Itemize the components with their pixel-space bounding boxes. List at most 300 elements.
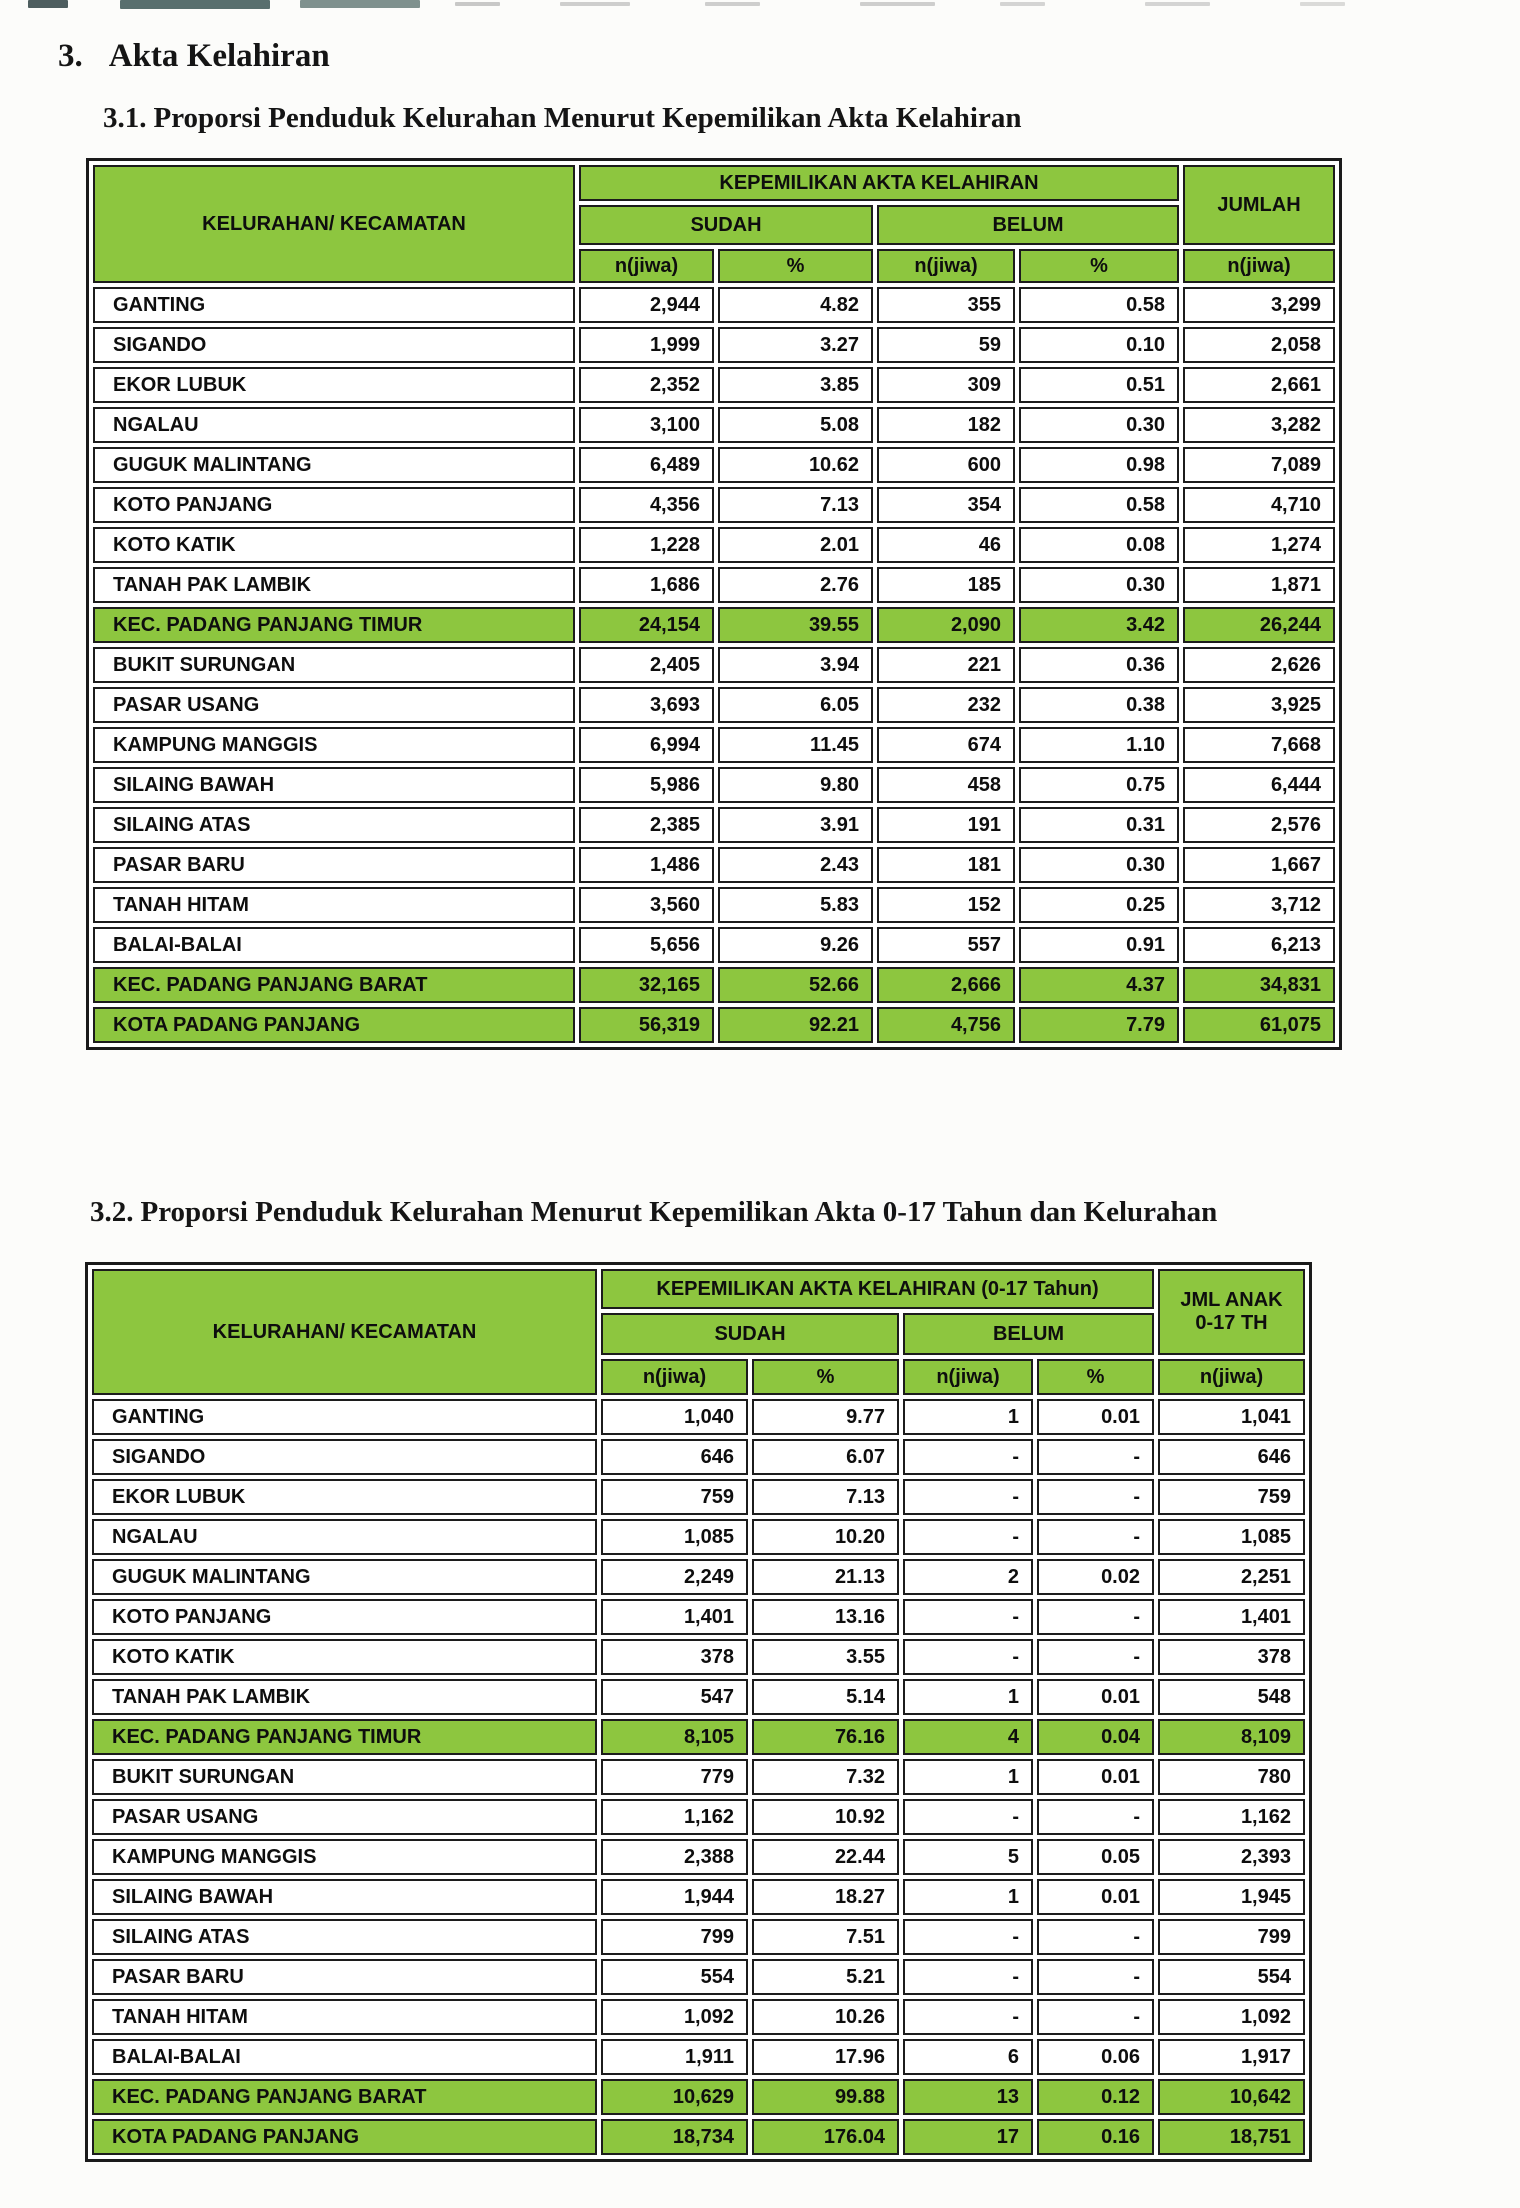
row-label-cell: KEC. PADANG PANJANG BARAT	[92, 2079, 597, 2115]
value-cell: 0.30	[1019, 567, 1179, 603]
value-cell: 1,274	[1183, 527, 1335, 563]
value-cell: -	[903, 1959, 1033, 1995]
data-row	[92, 1999, 1305, 2035]
row-label-cell: BUKIT SURUNGAN	[93, 647, 575, 683]
value-cell: 18.27	[752, 1879, 899, 1915]
value-cell: 3.42	[1019, 607, 1179, 643]
value-cell: 176.04	[752, 2119, 899, 2155]
row-label-cell: SILAING BAWAH	[93, 767, 575, 803]
value-cell: -	[903, 1519, 1033, 1555]
value-cell: 3.85	[718, 367, 873, 403]
value-cell: 0.16	[1037, 2119, 1154, 2155]
value-cell: -	[903, 1599, 1033, 1635]
value-cell: 7.13	[752, 1479, 899, 1515]
value-cell: 780	[1158, 1759, 1305, 1795]
data-row	[93, 487, 1335, 523]
value-cell: 1,401	[601, 1599, 748, 1635]
value-cell: 6.05	[718, 687, 873, 723]
section-title: Akta Kelahiran	[108, 38, 330, 74]
value-cell: 1.10	[1019, 727, 1179, 763]
value-cell: 646	[601, 1439, 748, 1475]
data-row	[92, 1679, 1305, 1715]
row-label-cell: BUKIT SURUNGAN	[92, 1759, 597, 1795]
value-cell: 600	[877, 447, 1015, 483]
value-cell: 2,090	[877, 607, 1015, 643]
value-cell: -	[1037, 1439, 1154, 1475]
value-cell: 354	[877, 487, 1015, 523]
value-cell: 11.45	[718, 727, 873, 763]
value-cell: 2,661	[1183, 367, 1335, 403]
row-label-cell: NGALAU	[92, 1519, 597, 1555]
value-cell: 759	[1158, 1479, 1305, 1515]
col-header-sudah: SUDAH	[579, 205, 873, 245]
total-row	[92, 1719, 1305, 1755]
col-header-belum: BELUM	[903, 1313, 1154, 1355]
data-row	[93, 527, 1335, 563]
scan-artifact	[1145, 2, 1210, 6]
value-cell: 7,089	[1183, 447, 1335, 483]
row-label-cell: PASAR USANG	[93, 687, 575, 723]
value-cell: 21.13	[752, 1559, 899, 1595]
value-cell: 3.27	[718, 327, 873, 363]
row-label-cell: SILAING ATAS	[93, 807, 575, 843]
value-cell: 5.14	[752, 1679, 899, 1715]
value-cell: 458	[877, 767, 1015, 803]
value-cell: 3,925	[1183, 687, 1335, 723]
total-row	[92, 2119, 1305, 2155]
scan-artifact	[28, 0, 68, 8]
data-row	[93, 767, 1335, 803]
value-cell: 6,489	[579, 447, 714, 483]
data-row	[92, 1519, 1305, 1555]
value-cell: 7.51	[752, 1919, 899, 1955]
value-cell: 5.83	[718, 887, 873, 923]
value-cell: 10,629	[601, 2079, 748, 2115]
value-cell: -	[1037, 1799, 1154, 1835]
value-cell: -	[1037, 1599, 1154, 1635]
value-cell: 2,249	[601, 1559, 748, 1595]
value-cell: 5.21	[752, 1959, 899, 1995]
value-cell: 10,642	[1158, 2079, 1305, 2115]
col-header-pct: %	[1037, 1359, 1154, 1395]
value-cell: 24,154	[579, 607, 714, 643]
data-row	[93, 447, 1335, 483]
row-label-cell: GANTING	[93, 287, 575, 323]
row-label-cell: KOTA PADANG PANJANG	[93, 1007, 575, 1043]
value-cell: 378	[601, 1639, 748, 1675]
data-row	[93, 567, 1335, 603]
value-cell: 0.12	[1037, 2079, 1154, 2115]
value-cell: -	[1037, 1999, 1154, 2035]
value-cell: 554	[601, 1959, 748, 1995]
value-cell: 2	[903, 1559, 1033, 1595]
row-label-cell: KEC. PADANG PANJANG TIMUR	[93, 607, 575, 643]
value-cell: 1,401	[1158, 1599, 1305, 1635]
row-label-cell: PASAR BARU	[93, 847, 575, 883]
section-number: 3.	[58, 38, 83, 74]
value-cell: 2,251	[1158, 1559, 1305, 1595]
value-cell: 0.98	[1019, 447, 1179, 483]
value-cell: 674	[877, 727, 1015, 763]
value-cell: 181	[877, 847, 1015, 883]
col-header-pct: %	[1019, 249, 1179, 283]
data-row	[92, 1479, 1305, 1515]
row-label-cell: GUGUK MALINTANG	[92, 1559, 597, 1595]
value-cell: 6,444	[1183, 767, 1335, 803]
col-header-kelurahan: KELURAHAN/ KECAMATAN	[92, 1269, 597, 1395]
data-row	[93, 327, 1335, 363]
table2-heading	[90, 1196, 1217, 1229]
col-header-jml-anak	[1158, 1269, 1305, 1355]
value-cell: 4	[903, 1719, 1033, 1755]
row-label-cell: GANTING	[92, 1399, 597, 1435]
data-row	[92, 1959, 1305, 1995]
value-cell: 1,162	[1158, 1799, 1305, 1835]
row-label-cell: EKOR LUBUK	[93, 367, 575, 403]
col-header-group: KEPEMILIKAN AKTA KELAHIRAN	[579, 165, 1179, 201]
value-cell: 4,756	[877, 1007, 1015, 1043]
row-label-cell: KOTA PADANG PANJANG	[92, 2119, 597, 2155]
row-label-cell: KOTO KATIK	[93, 527, 575, 563]
value-cell: 0.51	[1019, 367, 1179, 403]
value-cell: 3.94	[718, 647, 873, 683]
value-cell: 1,085	[601, 1519, 748, 1555]
col-header-jml-anak-line2: 0-17 TH	[1195, 1312, 1268, 1334]
value-cell: 3,693	[579, 687, 714, 723]
value-cell: 2,666	[877, 967, 1015, 1003]
value-cell: 2,058	[1183, 327, 1335, 363]
value-cell: -	[1037, 1519, 1154, 1555]
scan-artifact	[860, 2, 935, 6]
scan-artifact	[705, 2, 760, 6]
data-row	[93, 687, 1335, 723]
data-row	[92, 1759, 1305, 1795]
value-cell: 5,656	[579, 927, 714, 963]
value-cell: 1,162	[601, 1799, 748, 1835]
value-cell: 0.02	[1037, 1559, 1154, 1595]
data-row	[92, 1559, 1305, 1595]
value-cell: 221	[877, 647, 1015, 683]
value-cell: 1,871	[1183, 567, 1335, 603]
table-akta-0-17	[85, 1262, 1312, 2162]
data-row	[92, 1879, 1305, 1915]
value-cell: 2,944	[579, 287, 714, 323]
value-cell: 0.38	[1019, 687, 1179, 723]
value-cell: 1,945	[1158, 1879, 1305, 1915]
row-label-cell: TANAH HITAM	[93, 887, 575, 923]
col-header-n-jiwa: n(jiwa)	[1158, 1359, 1305, 1395]
value-cell: 0.30	[1019, 847, 1179, 883]
col-header-pct: %	[752, 1359, 899, 1395]
value-cell: -	[903, 1639, 1033, 1675]
scan-artifact	[455, 2, 500, 6]
value-cell: 13	[903, 2079, 1033, 2115]
row-label-cell: SILAING ATAS	[92, 1919, 597, 1955]
value-cell: 56,319	[579, 1007, 714, 1043]
value-cell: 1	[903, 1879, 1033, 1915]
value-cell: 7.79	[1019, 1007, 1179, 1043]
value-cell: 378	[1158, 1639, 1305, 1675]
value-cell: 554	[1158, 1959, 1305, 1995]
value-cell: 76.16	[752, 1719, 899, 1755]
value-cell: 10.26	[752, 1999, 899, 2035]
row-label-cell: KOTO PANJANG	[93, 487, 575, 523]
row-label-cell: SILAING BAWAH	[92, 1879, 597, 1915]
value-cell: 355	[877, 287, 1015, 323]
value-cell: 0.01	[1037, 1679, 1154, 1715]
value-cell: 1,999	[579, 327, 714, 363]
value-cell: 9.77	[752, 1399, 899, 1435]
row-label-cell: KAMPUNG MANGGIS	[92, 1839, 597, 1875]
value-cell: 1,486	[579, 847, 714, 883]
value-cell: 26,244	[1183, 607, 1335, 643]
value-cell: 7.32	[752, 1759, 899, 1795]
value-cell: 646	[1158, 1439, 1305, 1475]
value-cell: 6,213	[1183, 927, 1335, 963]
value-cell: 0.10	[1019, 327, 1179, 363]
col-header-pct: %	[718, 249, 873, 283]
data-row	[93, 727, 1335, 763]
data-row	[92, 1839, 1305, 1875]
value-cell: 1,085	[1158, 1519, 1305, 1555]
value-cell: 3,100	[579, 407, 714, 443]
value-cell: 3.55	[752, 1639, 899, 1675]
row-label-cell: SIGANDO	[93, 327, 575, 363]
value-cell: 799	[601, 1919, 748, 1955]
value-cell: 61,075	[1183, 1007, 1335, 1043]
data-row	[92, 1799, 1305, 1835]
value-cell: 1	[903, 1759, 1033, 1795]
section-heading	[58, 38, 330, 75]
table-akta-kelahiran	[86, 158, 1342, 1050]
value-cell: 0.05	[1037, 1839, 1154, 1875]
total-row	[93, 1007, 1335, 1043]
value-cell: 1,686	[579, 567, 714, 603]
value-cell: 4,356	[579, 487, 714, 523]
table1-heading	[103, 102, 1021, 135]
value-cell: 185	[877, 567, 1015, 603]
col-header-belum: BELUM	[877, 205, 1179, 245]
data-row	[92, 1599, 1305, 1635]
row-label-cell: KOTO PANJANG	[92, 1599, 597, 1635]
value-cell: 4.37	[1019, 967, 1179, 1003]
value-cell: 3,712	[1183, 887, 1335, 923]
value-cell: 0.01	[1037, 1399, 1154, 1435]
scan-artifact	[1000, 2, 1045, 6]
col-header-sudah: SUDAH	[601, 1313, 899, 1355]
value-cell: -	[903, 1999, 1033, 2035]
value-cell: 10.20	[752, 1519, 899, 1555]
value-cell: 0.04	[1037, 1719, 1154, 1755]
value-cell: 0.01	[1037, 1759, 1154, 1795]
value-cell: -	[903, 1439, 1033, 1475]
col-header-n-jiwa: n(jiwa)	[903, 1359, 1033, 1395]
value-cell: -	[1037, 1919, 1154, 1955]
value-cell: 547	[601, 1679, 748, 1715]
row-label-cell: TANAH PAK LAMBIK	[93, 567, 575, 603]
value-cell: 779	[601, 1759, 748, 1795]
data-row	[93, 287, 1335, 323]
col-header-n-jiwa: n(jiwa)	[601, 1359, 748, 1395]
col-header-n-jiwa: n(jiwa)	[579, 249, 714, 283]
scan-artifact	[120, 0, 270, 9]
data-row	[93, 847, 1335, 883]
value-cell: 5.08	[718, 407, 873, 443]
data-row	[93, 887, 1335, 923]
value-cell: 0.36	[1019, 647, 1179, 683]
value-cell: 2,352	[579, 367, 714, 403]
col-header-jumlah: JUMLAH	[1183, 165, 1335, 245]
value-cell: 232	[877, 687, 1015, 723]
table-akta-kelahiran-grid	[89, 161, 1339, 1047]
value-cell: 0.58	[1019, 487, 1179, 523]
value-cell: 557	[877, 927, 1015, 963]
value-cell: 18,734	[601, 2119, 748, 2155]
row-label-cell: KEC. PADANG PANJANG BARAT	[93, 967, 575, 1003]
scan-artifact	[560, 2, 630, 6]
row-label-cell: EKOR LUBUK	[92, 1479, 597, 1515]
value-cell: 8,109	[1158, 1719, 1305, 1755]
value-cell: 1	[903, 1679, 1033, 1715]
value-cell: 10.92	[752, 1799, 899, 1835]
value-cell: 99.88	[752, 2079, 899, 2115]
value-cell: 9.26	[718, 927, 873, 963]
value-cell: 2,388	[601, 1839, 748, 1875]
value-cell: 0.06	[1037, 2039, 1154, 2075]
row-label-cell: KAMPUNG MANGGIS	[93, 727, 575, 763]
value-cell: 9.80	[718, 767, 873, 803]
value-cell: 0.31	[1019, 807, 1179, 843]
col-header-kelurahan: KELURAHAN/ KECAMATAN	[93, 165, 575, 283]
value-cell: 17	[903, 2119, 1033, 2155]
value-cell: 182	[877, 407, 1015, 443]
data-row	[92, 2039, 1305, 2075]
value-cell: 0.58	[1019, 287, 1179, 323]
row-label-cell: KOTO KATIK	[92, 1639, 597, 1675]
value-cell: 0.91	[1019, 927, 1179, 963]
value-cell: 0.25	[1019, 887, 1179, 923]
total-row	[93, 967, 1335, 1003]
row-label-cell: TANAH PAK LAMBIK	[92, 1679, 597, 1715]
value-cell: 4,710	[1183, 487, 1335, 523]
value-cell: 309	[877, 367, 1015, 403]
value-cell: 4.82	[718, 287, 873, 323]
row-label-cell: GUGUK MALINTANG	[93, 447, 575, 483]
value-cell: 2,405	[579, 647, 714, 683]
data-row	[92, 1399, 1305, 1435]
row-label-cell: TANAH HITAM	[92, 1999, 597, 2035]
value-cell: 1,944	[601, 1879, 748, 1915]
value-cell: 10.62	[718, 447, 873, 483]
value-cell: 22.44	[752, 1839, 899, 1875]
value-cell: 2.43	[718, 847, 873, 883]
value-cell: 2,385	[579, 807, 714, 843]
value-cell: 3.91	[718, 807, 873, 843]
value-cell: 32,165	[579, 967, 714, 1003]
col-header-n-jiwa: n(jiwa)	[1183, 249, 1335, 283]
row-label-cell: PASAR USANG	[92, 1799, 597, 1835]
col-header-n-jiwa: n(jiwa)	[877, 249, 1015, 283]
value-cell: 5,986	[579, 767, 714, 803]
value-cell: 1,041	[1158, 1399, 1305, 1435]
value-cell: 13.16	[752, 1599, 899, 1635]
table2-number: 3.2.	[90, 1196, 134, 1228]
data-row	[93, 407, 1335, 443]
row-label-cell: NGALAU	[93, 407, 575, 443]
value-cell: 2,576	[1183, 807, 1335, 843]
value-cell: 0.30	[1019, 407, 1179, 443]
table1-number: 3.1.	[103, 102, 147, 134]
value-cell: 1,092	[601, 1999, 748, 2035]
row-label-cell: BALAI-BALAI	[92, 2039, 597, 2075]
value-cell: 1,040	[601, 1399, 748, 1435]
value-cell: 2.01	[718, 527, 873, 563]
value-cell: 1,667	[1183, 847, 1335, 883]
value-cell: 1,228	[579, 527, 714, 563]
data-row	[92, 1639, 1305, 1675]
row-label-cell: BALAI-BALAI	[93, 927, 575, 963]
value-cell: 59	[877, 327, 1015, 363]
value-cell: 799	[1158, 1919, 1305, 1955]
data-row	[93, 927, 1335, 963]
value-cell: 2,393	[1158, 1839, 1305, 1875]
value-cell: 39.55	[718, 607, 873, 643]
value-cell: 7,668	[1183, 727, 1335, 763]
table-akta-0-17-grid	[88, 1265, 1309, 2159]
value-cell: 1,917	[1158, 2039, 1305, 2075]
value-cell: 7.13	[718, 487, 873, 523]
value-cell: 3,299	[1183, 287, 1335, 323]
value-cell: 3,282	[1183, 407, 1335, 443]
value-cell: 548	[1158, 1679, 1305, 1715]
value-cell: -	[1037, 1639, 1154, 1675]
value-cell: -	[903, 1799, 1033, 1835]
value-cell: 3,560	[579, 887, 714, 923]
total-row	[92, 2079, 1305, 2115]
value-cell: 52.66	[718, 967, 873, 1003]
value-cell: 6	[903, 2039, 1033, 2075]
row-label-cell: SIGANDO	[92, 1439, 597, 1475]
data-row	[93, 367, 1335, 403]
value-cell: 0.08	[1019, 527, 1179, 563]
value-cell: 2,626	[1183, 647, 1335, 683]
value-cell: -	[903, 1479, 1033, 1515]
value-cell: 46	[877, 527, 1015, 563]
row-label-cell: PASAR BARU	[92, 1959, 597, 1995]
value-cell: 18,751	[1158, 2119, 1305, 2155]
table1-title: Proporsi Penduduk Kelurahan Menurut Kepemilikan Akta Kelahiran	[153, 102, 1022, 134]
value-cell: 92.21	[718, 1007, 873, 1043]
value-cell: 5	[903, 1839, 1033, 1875]
scan-artifact	[300, 0, 420, 8]
scan-artifact	[1300, 2, 1345, 6]
row-label-cell: KEC. PADANG PANJANG TIMUR	[92, 1719, 597, 1755]
col-header-group: KEPEMILIKAN AKTA KELAHIRAN (0-17 Tahun)	[601, 1269, 1154, 1309]
data-row	[92, 1439, 1305, 1475]
value-cell: 759	[601, 1479, 748, 1515]
col-header-jml-anak-line1: JML ANAK	[1180, 1289, 1283, 1311]
data-row	[93, 647, 1335, 683]
value-cell: 0.01	[1037, 1879, 1154, 1915]
value-cell: -	[903, 1919, 1033, 1955]
value-cell: 17.96	[752, 2039, 899, 2075]
value-cell: 0.75	[1019, 767, 1179, 803]
value-cell: 1,911	[601, 2039, 748, 2075]
value-cell: 152	[877, 887, 1015, 923]
value-cell: 191	[877, 807, 1015, 843]
value-cell: 6,994	[579, 727, 714, 763]
value-cell: 8,105	[601, 1719, 748, 1755]
